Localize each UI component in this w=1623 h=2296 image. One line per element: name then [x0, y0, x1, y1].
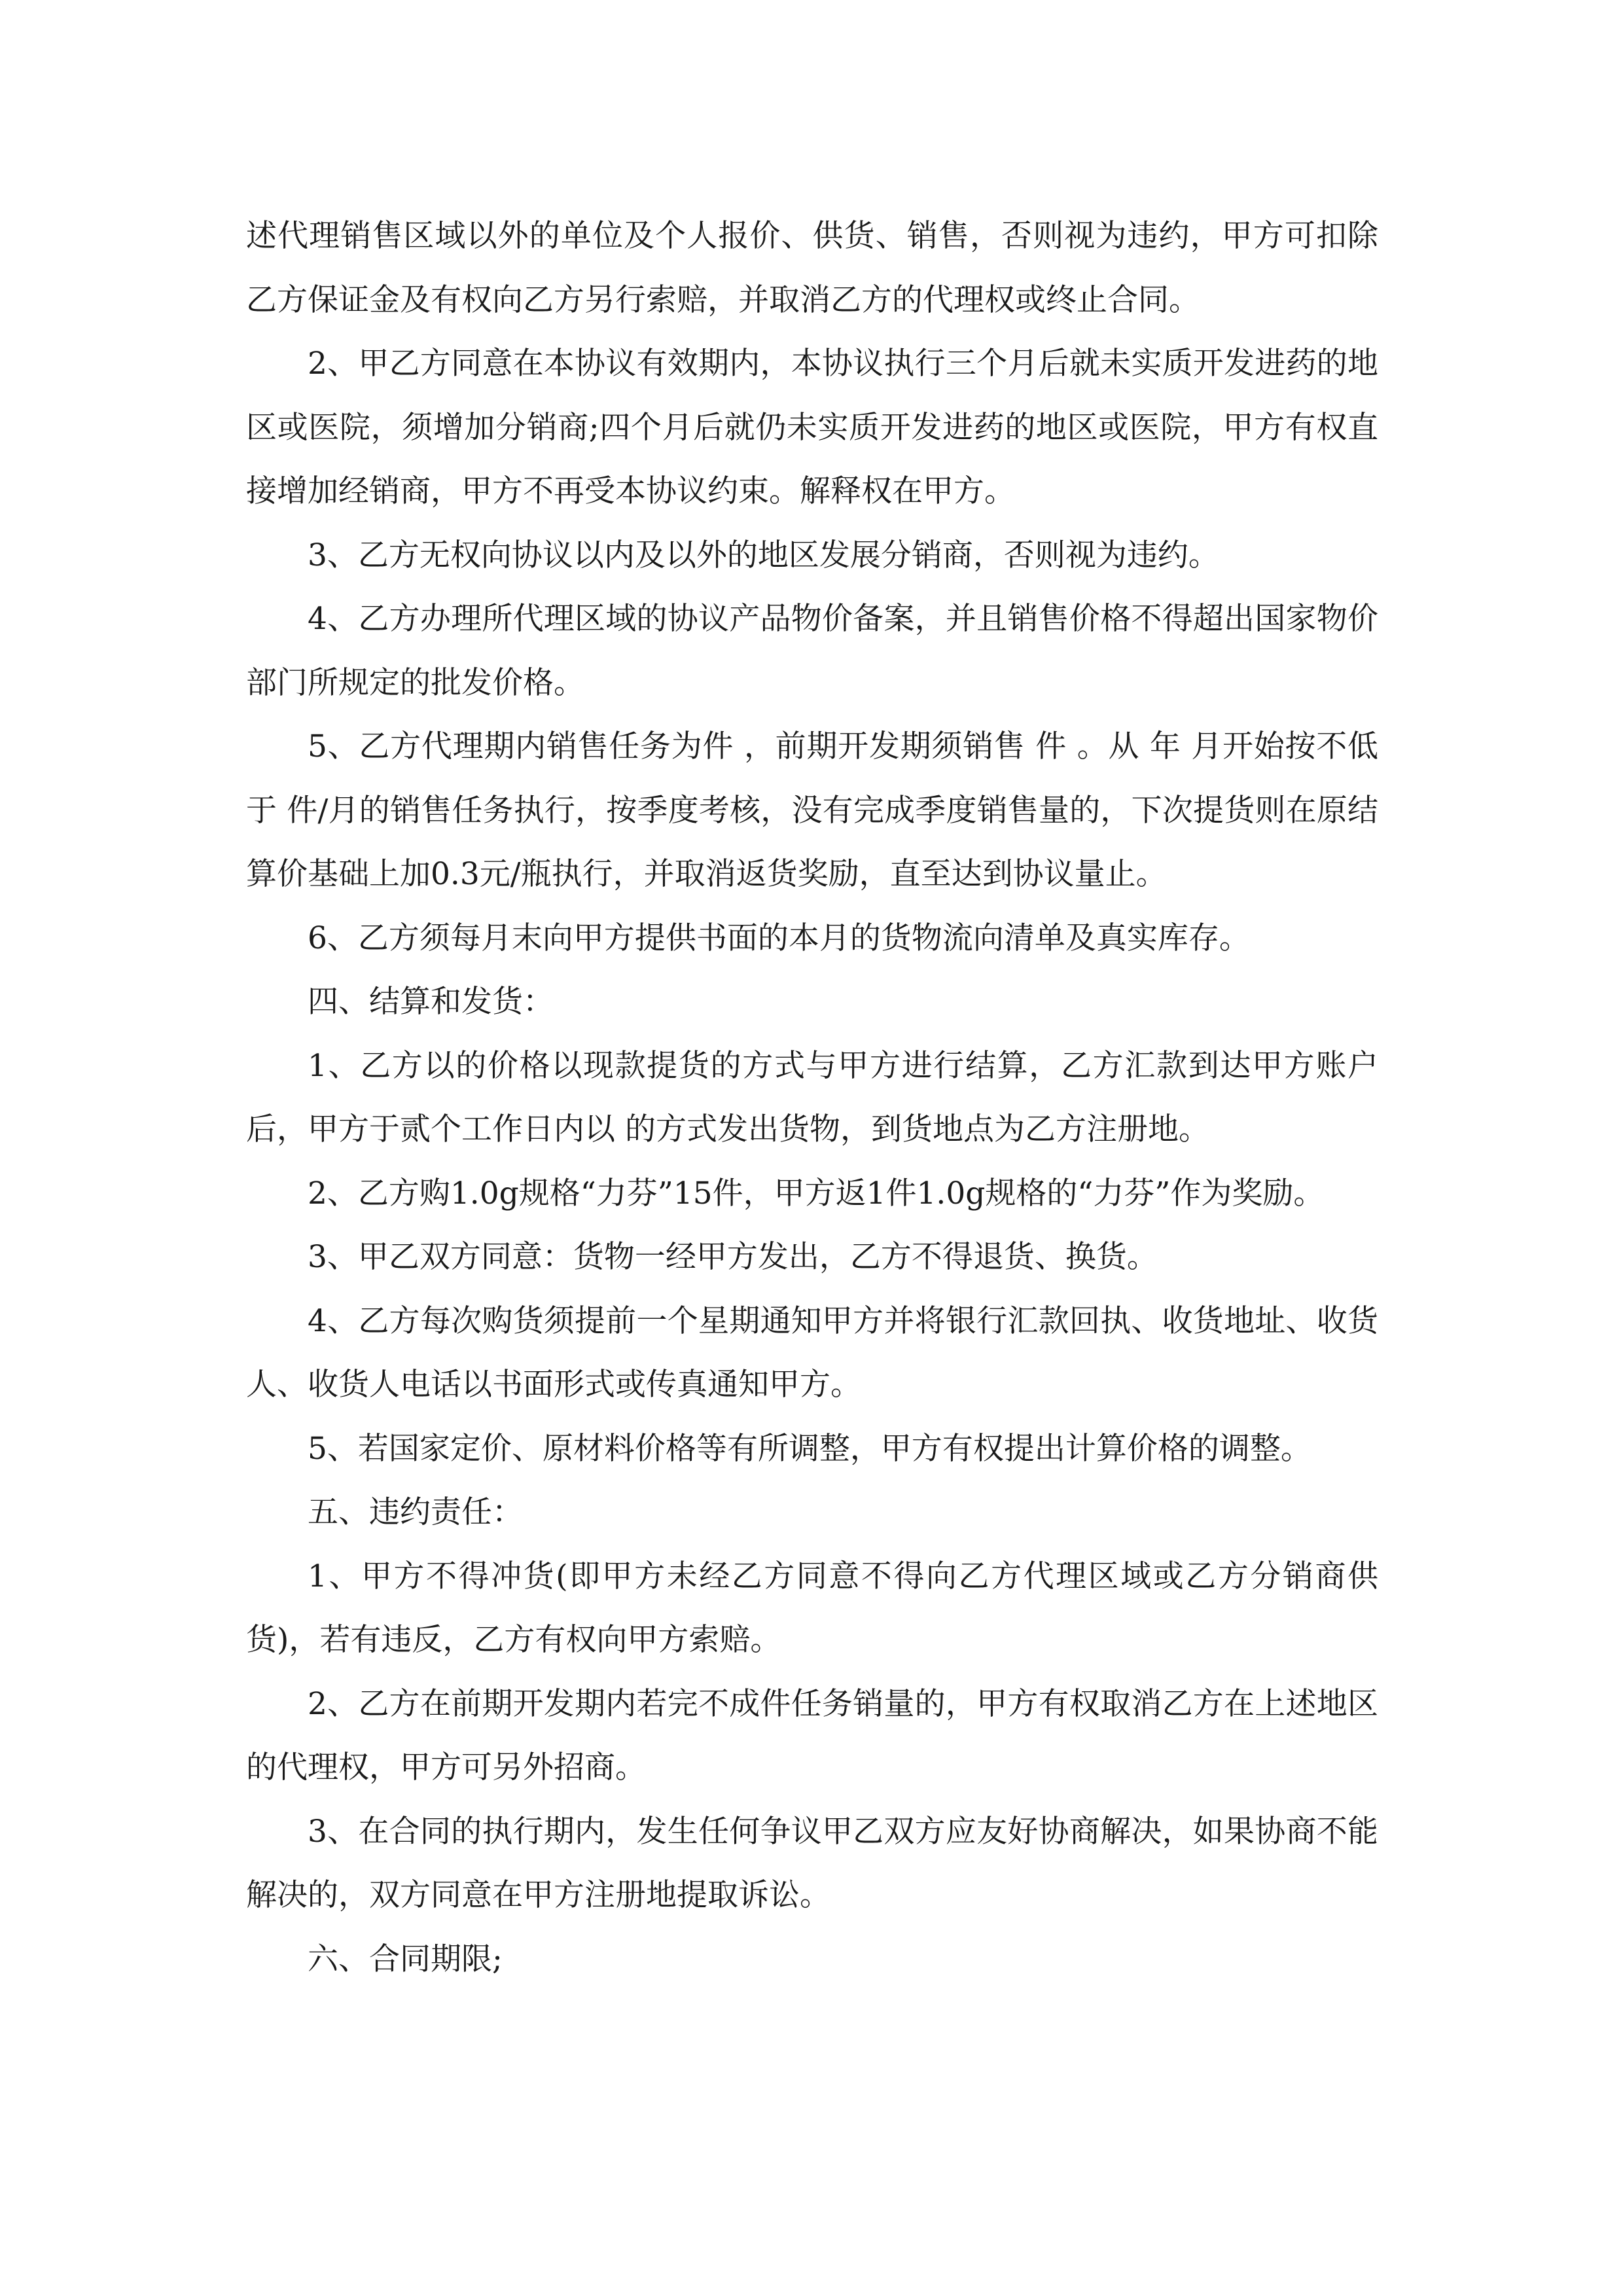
paragraph-clause-3-5: 5、乙方代理期内销售任务为件 ，前期开发期须销售 件 。从 年 月开始按不低于 件/月的销售任务执行，按季度考核，没有完成季度销售量的，下次提货则在原结算价基础上加0.3元/瓶执行，并取消返货奖励，直至达到协议量止。	[246, 728, 1378, 892]
paragraph-clause-3-2: 2、甲乙方同意在本协议有效期内，本协议执行三个月后就未实质开发进药的地区或医院，须增加分销商;四个月后就仍未实质开发进药的地区或医院，甲方有权直接增加经销商，甲方不再受本协议约束。解释权在甲方。	[246, 346, 1378, 509]
paragraph-clause-3-4: 4、乙方办理所代理区域的协议产品物价备案，并且销售价格不得超出国家物价部门所规定的批发价格。	[246, 601, 1378, 701]
paragraph-clause-4-1: 1、乙方以的价格以现款提货的方式与甲方进行结算，乙方汇款到达甲方账户后，甲方于贰个工作日内以 的方式发出货物，到货地点为乙方注册地。	[246, 1047, 1378, 1147]
section-heading-term: 六、合同期限;	[308, 1941, 503, 1977]
paragraph-clause-3-3: 3、乙方无权向协议以内及以外的地区发展分销商，否则视为违约。	[308, 537, 1219, 573]
section-heading-breach: 五、违约责任：	[308, 1494, 523, 1530]
section-heading-settlement: 四、结算和发货：	[308, 984, 554, 1020]
paragraph-clause-4-2: 2、乙方购1.0g规格“力芬”15件，甲方返1件1.0g规格的“力芬”作为奖励。	[308, 1175, 1325, 1211]
document-body	[246, 204, 1378, 1991]
paragraph-clause-4-3: 3、甲乙双方同意：货物一经甲方发出，乙方不得退货、换货。	[308, 1239, 1158, 1275]
paragraph-clause-4-5: 5、若国家定价、原材料价格等有所调整，甲方有权提出计算价格的调整。	[308, 1430, 1311, 1467]
paragraph-clause-4-4: 4、乙方每次购货须提前一个星期通知甲方并将银行汇款回执、收货地址、收货人、收货人电话以书面形式或传真通知甲方。	[246, 1302, 1378, 1403]
paragraph-continued-clause: 述代理销售区域以外的单位及个人报价、供货、销售，否则视为违约，甲方可扣除乙方保证金及有权向乙方另行索赔，并取消乙方的代理权或终止合同。	[246, 218, 1378, 318]
paragraph-clause-3-6: 6、乙方须每月末向甲方提供书面的本月的货物流向清单及真实库存。	[308, 920, 1250, 956]
paragraph-clause-5-2: 2、乙方在前期开发期内若完不成件任务销量的，甲方有权取消乙方在上述地区的代理权，甲方可另外招商。	[246, 1685, 1378, 1785]
paragraph-clause-5-1: 1、甲方不得冲货(即甲方未经乙方同意不得向乙方代理区域或乙方分销商供货)，若有违反，乙方有权向甲方索赔。	[246, 1558, 1378, 1658]
paragraph-clause-5-3: 3、在合同的执行期内，发生任何争议甲乙双方应友好协商解决，如果协商不能解决的，双方同意在甲方注册地提取诉讼。	[246, 1813, 1378, 1913]
